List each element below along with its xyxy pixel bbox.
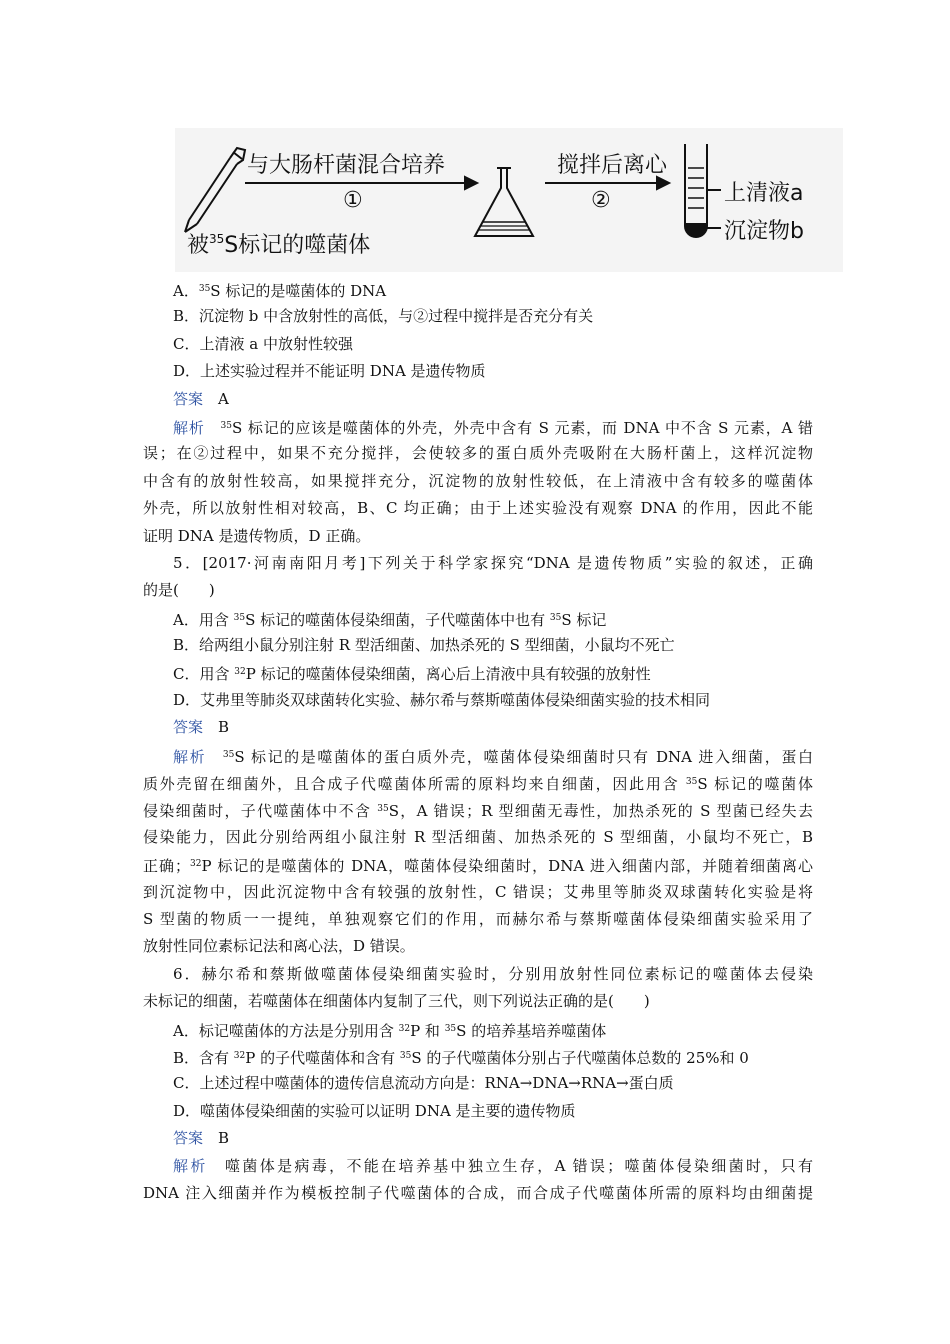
text-line [143, 1016, 813, 1043]
text-segment: S 标记的噬菌体侵染细菌，子代噬菌体中也有 [245, 610, 550, 629]
text-line [143, 687, 813, 714]
text-segment: 到沉淀物中，因此沉淀物中含有较强的放射性，C 错误；艾弗里等肺炎双球菌转化实验是将 [143, 882, 813, 901]
superscript: 32 [398, 1023, 411, 1034]
text-line [143, 659, 813, 686]
text-line [143, 769, 813, 796]
text-segment: B．给两组小鼠分别注射 R 型活细菌、加热杀死的 S 型细菌，小鼠均不死亡 [173, 636, 675, 655]
text-segment: S 的子代噬菌体分别占子代噬菌体总数的 25%和 0 [411, 1048, 749, 1067]
text-segment: S，A 错误；R 型细菌无毒性，加热杀死的 S 型菌已经失去 [388, 802, 813, 821]
text-line [143, 742, 813, 769]
text-line [143, 303, 813, 330]
arrow1-number: ① [343, 188, 363, 213]
text-segment: 证明 DNA 是遗传物质，D 正确。 [143, 526, 371, 545]
text-segment: A． [173, 282, 199, 300]
text-line [143, 933, 813, 960]
text-segment: A．用含 [173, 610, 234, 629]
superscript: 35 [399, 1050, 412, 1061]
text-segment: 误；在②过程中，如果不充分搅拌，会使较多的蛋白质外壳吸附在大肠杆菌上，这样沉淀物 [143, 444, 813, 463]
sediment-label: 沉淀物b [724, 219, 804, 244]
text-line [143, 358, 813, 385]
text-line [143, 1153, 813, 1180]
superscript: 35 [685, 777, 698, 788]
text-line [143, 550, 813, 577]
superscript: 35 [444, 1023, 457, 1034]
text-line [143, 577, 813, 604]
answer-tag: 答案 [173, 718, 204, 737]
text-line [143, 523, 813, 550]
text-segment: C．上清液 a 中放射性较强 [173, 334, 353, 353]
text-line [143, 1070, 813, 1097]
text-segment: P 标记的噬菌体侵染细菌，离心后上清液中具有较强的放射性 [245, 665, 651, 684]
text-segment: 噬菌体是病毒，不能在培养基中独立生存，A 错误；噬菌体侵染细菌时，只有 [207, 1156, 813, 1175]
text-line [143, 440, 813, 467]
text-segment: DNA 注入细菌并作为模板控制子代噬菌体的合成，而合成子代噬菌体所需的原料均由细菌提 [143, 1183, 813, 1202]
text-segment: D．艾弗里等肺炎双球菌转化实验、赫尔希与蔡斯噬菌体侵染细菌实验的技术相同 [173, 690, 711, 709]
text-segment: A [203, 389, 229, 408]
superscript: 35 [222, 749, 235, 760]
text-segment: S 型菌的物质一一提纯，单独观察它们的作用，而赫尔希与蔡斯噬菌体侵染细菌实验采用了 [143, 909, 813, 928]
text-segment: S 标记的噬菌体 [697, 775, 813, 794]
superscript: 35 [549, 612, 562, 623]
text-line [143, 961, 813, 988]
pipette-icon [185, 148, 245, 232]
text-segment: S 标记的是噬菌体的 DNA [210, 282, 387, 300]
text-line [143, 495, 813, 522]
text-line [143, 413, 813, 440]
superscript: 32 [233, 1050, 246, 1061]
phage-label: 被$^{35}$S标记的噬菌体 [187, 232, 371, 258]
text-line [143, 632, 813, 659]
text-segment: P 的子代噬菌体和含有 [245, 1048, 400, 1067]
arrow2-label: 搅拌后离心 [557, 153, 668, 178]
text-line [143, 824, 813, 851]
question-text [143, 276, 813, 1207]
text-line [143, 714, 813, 741]
text-segment: S 标记的应该是噬菌体的外壳，外壳中含有 S 元素，而 DNA 中不含 S 元素，A 错 [231, 418, 813, 437]
text-line [143, 1180, 813, 1207]
text-line [143, 1098, 813, 1125]
flask-icon [475, 168, 533, 236]
text-segment: C．用含 [173, 665, 235, 684]
text-segment: 质外壳留在细菌外，且合成子代噬菌体所需的原料均来自细菌，因此用含 [143, 775, 686, 794]
text-line [143, 1125, 813, 1152]
text-line [143, 906, 813, 933]
text-segment: 中含有的放射性较高，如果搅拌充分，沉淀物的放射性较低，在上清液中含有较多的噬菌体 [143, 471, 813, 490]
text-segment: S 标记的是噬菌体的蛋白质外壳，噬菌体侵染细菌时只有 DNA 进入细菌，蛋白 [234, 747, 813, 766]
text-line [143, 386, 813, 413]
text-segment: 5．[2017·河南南阳月考]下列关于科学家探究“DNA 是遗传物质”实验的叙述，正确 [173, 553, 813, 572]
text-segment: B．沉淀物 b 中含放射性的高低，与②过程中搅拌是否充分有关 [173, 307, 594, 326]
text-line [143, 276, 813, 303]
text-line [143, 851, 813, 878]
text-segment: 侵染能力，因此分别给两组小鼠注射 R 型活细菌、加热杀死的 S 型细菌，小鼠均不死亡，B [143, 827, 813, 846]
text-segment: 侵染细菌时，子代噬菌体中不含 [143, 802, 378, 821]
test-tube-icon [685, 144, 721, 237]
superscript: 32 [234, 667, 246, 678]
text-segment: B [203, 718, 230, 737]
experiment-diagram [175, 128, 843, 272]
text-line [143, 605, 813, 632]
text-segment: 的是( ) [143, 581, 215, 600]
text-segment [205, 419, 221, 437]
text-segment: D．上述实验过程并不能证明 DNA 是遗传物质 [173, 362, 486, 381]
superscript: 35 [220, 420, 232, 431]
text-segment: C．上述过程中噬菌体的遗传信息流动方向是：RNA→DNA→RNA→蛋白质 [173, 1074, 674, 1093]
answer-tag: 解析 [173, 418, 205, 437]
text-segment: B．含有 [173, 1048, 234, 1067]
text-segment: S 的培养基培养噬菌体 [456, 1021, 607, 1040]
text-segment: 放射性同位素标记法和离心法，D 错误。 [143, 937, 415, 956]
answer-tag: 答案 [173, 1129, 204, 1148]
arrow2-number: ② [591, 188, 611, 213]
answer-tag: 解析 [173, 747, 207, 766]
superscript: 32 [190, 859, 202, 870]
text-segment: 外壳，所以放射性相对较高，B、C 均正确；由于上述实验没有观察 DNA 的作用，因此不能 [143, 499, 813, 518]
text-segment [206, 748, 223, 766]
arrow1-label: 与大肠杆菌混合培养 [247, 153, 446, 178]
supernatant-label: 上清液a [724, 181, 804, 206]
superscript: 35 [198, 284, 211, 294]
text-segment: B [203, 1129, 230, 1148]
text-line [143, 988, 813, 1015]
text-line [143, 1043, 813, 1070]
answer-tag: 解析 [173, 1156, 208, 1175]
text-segment: A．标记噬菌体的方法是分别用含 [173, 1021, 399, 1040]
superscript: 35 [233, 612, 246, 623]
text-line [143, 796, 813, 823]
text-segment: P 标记的是噬菌体的 DNA，噬菌体侵染细菌时，DNA 进入细菌内部，并随着细菌离心 [201, 857, 813, 876]
text-segment: 6．赫尔希和蔡斯做噬菌体侵染细菌实验时，分别用放射性同位素标记的噬菌体去侵染 [173, 964, 813, 983]
text-line [143, 468, 813, 495]
text-segment: 正确； [143, 857, 191, 876]
text-segment: P 和 [410, 1021, 445, 1040]
answer-tag: 答案 [173, 389, 204, 408]
text-segment: S 标记 [561, 610, 607, 629]
superscript: 35 [377, 804, 389, 815]
text-segment: D．噬菌体侵染细菌的实验可以证明 DNA 是主要的遗传物质 [173, 1101, 576, 1120]
text-line [143, 331, 813, 358]
text-segment: 未标记的细菌，若噬菌体在细菌体内复制了三代，则下列说法正确的是( ) [143, 992, 650, 1011]
text-line [143, 879, 813, 906]
